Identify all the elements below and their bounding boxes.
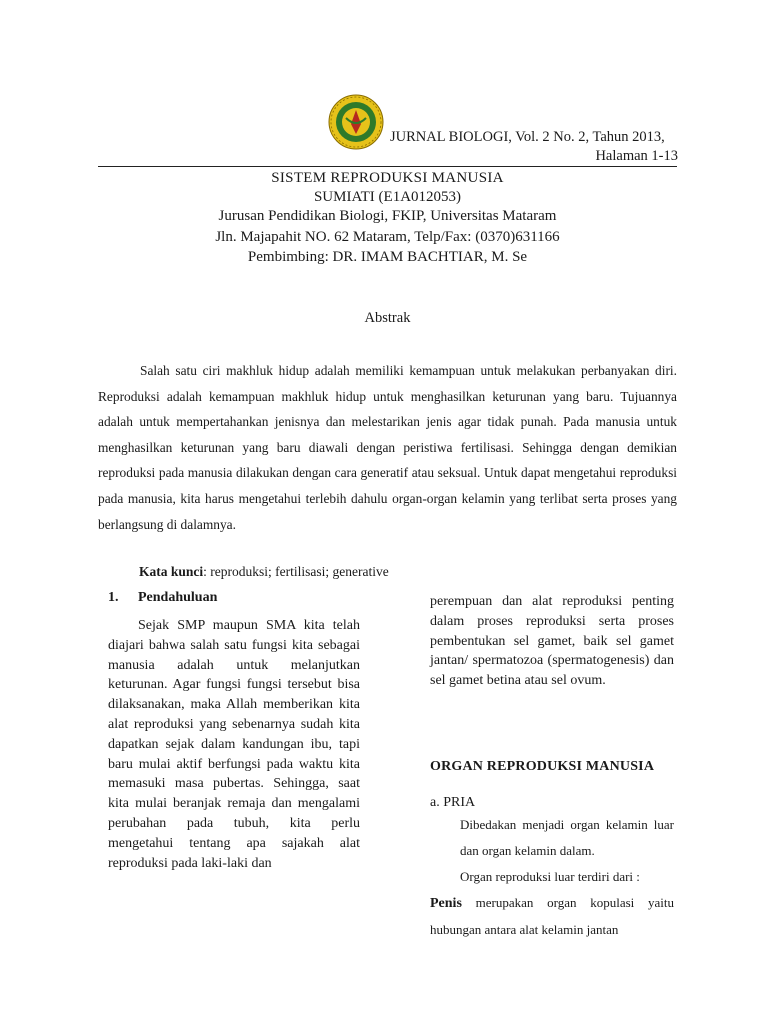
abstract-text: Salah satu ciri makhluk hidup adalah memiliki kemampuan untuk melakukan perbanyakan diri. Reproduksi adalah kemampuan makhluk hidup untuk menghasilkan keturunan yang baru. Tujuannya adalah untuk mempertahankan jenisnya dan melestarikan jenis agar tidak punah. Pada manusia untuk menghasilkan keturunan yang baru diawali dengan peristiwa fertilisasi. Sehingga dengan demikian reproduksi pada manusia dilakukan dengan cara generatif atau seksual. Untuk dapat mengetahui reproduksi pada manusia, kita harus mengetahui terlebih dahulu organ-organ kelamin yang terlibat serta proses yang berlangsung di dalamnya. [98, 363, 677, 532]
author-department: Jurusan Pendidikan Biologi, FKIP, Universitas Mataram [218, 208, 557, 224]
introduction-left-column [108, 616, 360, 873]
keywords-label: Kata kunci [139, 564, 204, 579]
header-divider [98, 166, 677, 167]
pria-body [430, 812, 674, 943]
section-number: 1. [108, 590, 119, 605]
introduction-continuation: perempuan dan alat reproduksi penting dalam proses reproduksi serta proses pembentukan sel gamet, baik sel gamet jantan/ spermatozoa (spermatogenesis) dan sel gamet betina atau sel ovum. [430, 594, 674, 689]
introduction-right-column [430, 592, 674, 691]
author-name: SUMIATI (E1A012053) [313, 189, 462, 205]
author-address: Jln. Majapahit NO. 62 Mataram, Telp/Fax: (0370)631166 [215, 229, 560, 245]
pria-paragraph-2: Organ reproduksi luar terdiri dari : [460, 869, 640, 884]
keywords [139, 564, 389, 580]
section-title: Pendahuluan [138, 590, 218, 605]
abstract-heading: Abstrak [364, 310, 411, 326]
supervisor: Pembimbing: DR. IMAM BACHTIAR, M. Se [247, 249, 528, 265]
introduction-paragraph: Sejak SMP maupun SMA kita telah diajari bahwa salah satu fungsi kita sebagai manusia adalah untuk melanjutkan keturunan. Agar fungsi fungsi tersebut bisa dilaksanakan, maka Allah memberikan kita alat reproduksi yang sebenarnya sudah kita dapatkan sejak dalam kandungan ibu, tapi baru mulai aktif berfungsi pada waktu kita memasuki masa pubertas. Sehingga, saat kita mulai beranjak remaja dan mengalami perubahan pada tubuh, kita perlu mengetahui tentang apa sajakah alat reproduksi pada laki-laki dan [108, 618, 360, 871]
penis-text: merupakan organ kopulasi yaitu hubungan antara alat kelamin jantan [430, 895, 674, 937]
paper-title: SISTEM REPRODUKSI MANUSIA [271, 170, 504, 186]
penis-paragraph [430, 890, 674, 943]
journal-header [390, 128, 678, 166]
subsection-pria: a. PRIA [430, 795, 476, 810]
university-logo [328, 94, 384, 150]
penis-label: Penis [430, 896, 462, 911]
section-heading-introduction [108, 590, 360, 606]
abstract-body [98, 358, 677, 537]
journal-line1: JURNAL BIOLOGI, Vol. 2 No. 2, Tahun 2013, [390, 129, 665, 145]
keywords-value: : reproduksi; fertilisasi; generative [203, 564, 389, 579]
journal-line2: Halaman 1-13 [595, 148, 678, 164]
section-heading-organ: ORGAN REPRODUKSI MANUSIA [430, 759, 655, 774]
pria-paragraph-1: Dibedakan menjadi organ kelamin luar dan organ kelamin dalam. [460, 817, 674, 858]
